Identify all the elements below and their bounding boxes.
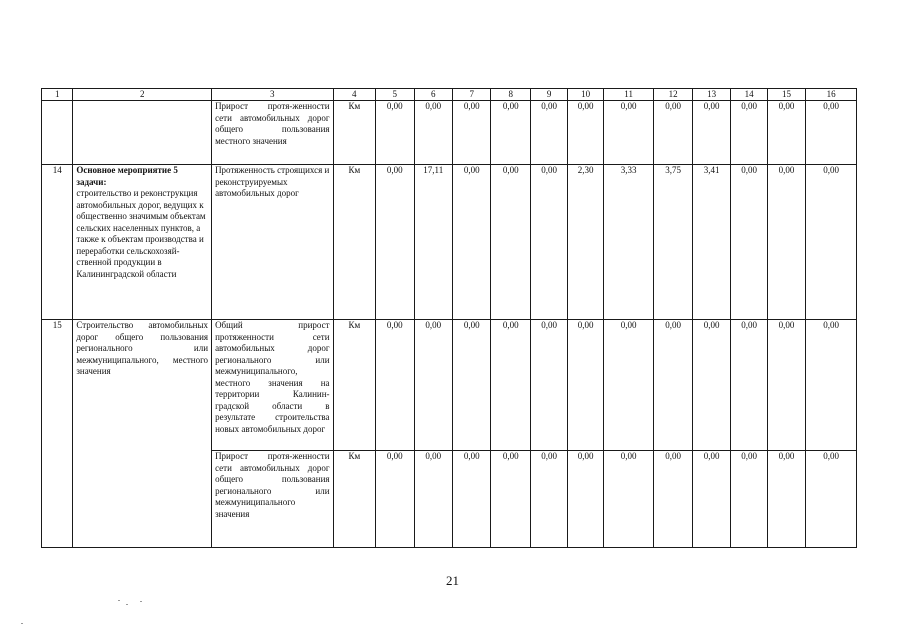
value-cell: 0,00 (603, 320, 654, 451)
value-cell: 0,00 (692, 451, 730, 548)
scan-speck (140, 601, 142, 602)
header-cell: 3 (212, 89, 333, 101)
value-cell: 0,00 (568, 101, 603, 165)
value-cell: 0,00 (767, 101, 805, 165)
scan-speck (21, 623, 23, 624)
event-name-cell: Строительство автомобильных дорог общего пользования регионального или межмуниципального, местного значения (73, 320, 212, 548)
value-cell: 0,00 (491, 320, 530, 451)
table-header-row (42, 89, 857, 101)
scan-speck (118, 600, 120, 601)
value-cell: 0,00 (530, 320, 567, 451)
event-name-cell (73, 101, 212, 165)
header-cell: 5 (376, 89, 414, 101)
row-number-cell (42, 101, 73, 165)
value-cell: 0,00 (568, 451, 603, 548)
value-cell: 0,00 (731, 451, 767, 548)
value-cell: 0,00 (654, 451, 692, 548)
value-cell: 0,00 (376, 101, 414, 165)
header-cell: 13 (692, 89, 730, 101)
value-cell: 0,00 (530, 451, 567, 548)
value-cell: 17,11 (414, 165, 452, 320)
value-cell: 0,00 (568, 320, 603, 451)
value-cell: 0,00 (530, 165, 567, 320)
value-cell: 0,00 (767, 451, 805, 548)
value-cell: 0,00 (530, 101, 567, 165)
value-cell: 0,00 (767, 165, 805, 320)
value-cell: 0,00 (453, 320, 491, 451)
value-cell: 0,00 (376, 165, 414, 320)
indicators-table (41, 88, 857, 548)
value-cell: 0,00 (692, 320, 730, 451)
value-cell: 0,00 (806, 320, 857, 451)
value-cell: 0,00 (806, 101, 857, 165)
value-cell: 0,00 (767, 320, 805, 451)
value-cell: 0,00 (692, 101, 730, 165)
header-cell: 8 (491, 89, 530, 101)
table-row (42, 165, 857, 320)
value-cell: 0,00 (414, 451, 452, 548)
table-row (42, 320, 857, 451)
value-cell: 0,00 (603, 451, 654, 548)
header-cell: 12 (654, 89, 692, 101)
value-cell: 0,00 (414, 101, 452, 165)
value-cell: 0,00 (376, 320, 414, 451)
value-cell: 0,00 (376, 451, 414, 548)
value-cell: 0,00 (654, 320, 692, 451)
value-cell: 0,00 (453, 451, 491, 548)
value-cell: 0,00 (491, 165, 530, 320)
table-row (42, 101, 857, 165)
indicator-cell: Протяженность строящихся и реконструируемых автомобильных дорог (212, 165, 333, 320)
page-number: 21 (446, 573, 459, 588)
row-number-cell: 15 (42, 320, 73, 548)
event-name-cell (73, 165, 212, 320)
value-cell: 0,00 (491, 451, 530, 548)
value-cell: 0,00 (731, 320, 767, 451)
header-cell: 16 (806, 89, 857, 101)
unit-cell: Км (333, 101, 376, 165)
header-cell: 4 (333, 89, 376, 101)
header-cell: 9 (530, 89, 567, 101)
value-cell: 0,00 (491, 101, 530, 165)
indicator-cell: Прирост протя-женности сети автомобильных дорог общего пользования регионального или межмуниципального значения (212, 451, 333, 548)
value-cell: 0,00 (414, 320, 452, 451)
event-title: Основное мероприятие 5 задачи: (76, 165, 178, 187)
row-number-cell: 14 (42, 165, 73, 320)
indicator-cell: Прирост протя-женности сети автомобильных дорог общего пользования местного значения (212, 101, 333, 165)
header-cell: 10 (568, 89, 603, 101)
event-description: строительство и реконструкция автомобильных дорог, ведущих к общественно значимым объектам сельских населенных пунктов, а также к объектам производства и переработки сельскохозяй-ственной продукции в Калининградской области (76, 188, 206, 279)
value-cell: 3,33 (603, 165, 654, 320)
value-cell: 0,00 (731, 101, 767, 165)
value-cell: 0,00 (731, 165, 767, 320)
header-cell: 14 (731, 89, 767, 101)
unit-cell: Км (333, 165, 376, 320)
value-cell: 0,00 (806, 451, 857, 548)
value-cell: 2,30 (568, 165, 603, 320)
header-cell: 1 (42, 89, 73, 101)
header-cell: 6 (414, 89, 452, 101)
value-cell: 0,00 (654, 101, 692, 165)
value-cell: 0,00 (453, 165, 491, 320)
value-cell: 3,41 (692, 165, 730, 320)
unit-cell: Км (333, 320, 376, 451)
scan-speck (126, 604, 128, 605)
value-cell: 0,00 (806, 165, 857, 320)
value-cell: 0,00 (453, 101, 491, 165)
header-cell: 15 (767, 89, 805, 101)
value-cell: 3,75 (654, 165, 692, 320)
header-cell: 7 (453, 89, 491, 101)
value-cell: 0,00 (603, 101, 654, 165)
header-cell: 11 (603, 89, 654, 101)
header-cell: 2 (73, 89, 212, 101)
unit-cell: Км (333, 451, 376, 548)
indicator-cell: Общий прирост протяженности сети автомобильных дорог регионального или межмуниципального, местного значения на территории Калинин-градской области в результате строительства новых автомобильных дорог (212, 320, 333, 451)
